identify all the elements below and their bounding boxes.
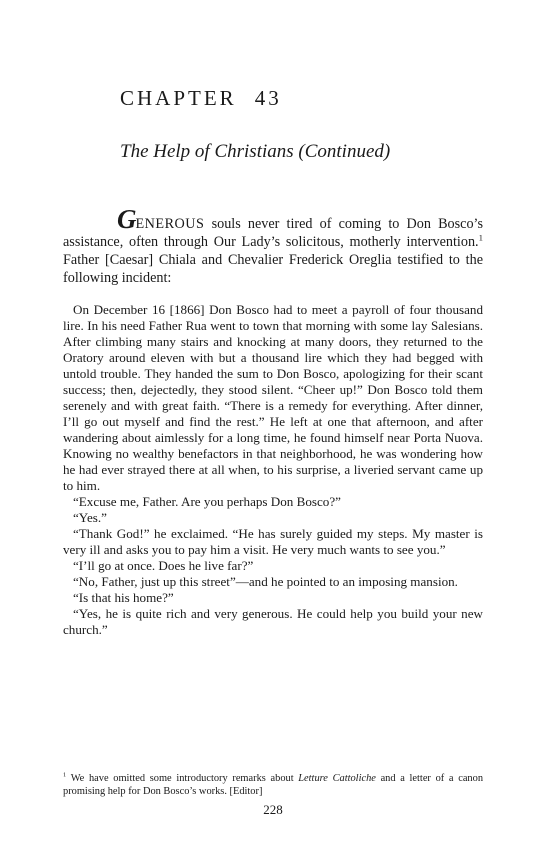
- quote-paragraph: “I’ll go at once. Does he live far?”: [73, 558, 254, 573]
- quote-paragraph: “No, Father, just up this street”—and he pointed to an imposing mansion.: [73, 574, 458, 589]
- chapter-title: The Help of Christians (Continued): [120, 141, 391, 162]
- footnote-text-part-2: and a letter of a canon promising help for Don Bosco’s works. [Editor]: [63, 773, 484, 797]
- chapter-heading: [120, 86, 282, 111]
- quote-paragraph: “Is that his home?”: [73, 590, 174, 605]
- footnote-marker: 1: [63, 771, 67, 779]
- quote-paragraph: “Thank God!” he exclaimed. “He has surely guided my steps. My master is very ill and asks you to pay him a visit. He very much wants to see you.”: [63, 526, 483, 557]
- intro-lead-word: ENEROUS: [135, 216, 205, 232]
- intro-paragraph: [63, 204, 483, 287]
- quoted-testimony: [63, 302, 483, 638]
- quote-paragraph: “Yes.”: [73, 510, 107, 525]
- quote-paragraph: “Excuse me, Father. Are you perhaps Don Bosco?”: [73, 494, 341, 509]
- footnote-reference: 1: [478, 232, 483, 243]
- page-number: 228: [263, 802, 283, 817]
- intro-text-part-1: souls never tired of coming to Don Bosco’s assistance, often through Our Lady’s solicitous, motherly intervention.: [63, 216, 483, 250]
- drop-cap: G: [117, 204, 136, 234]
- footnote: [63, 772, 483, 798]
- footnote-italic-title: Letture Cattoliche: [298, 773, 376, 784]
- chapter-label: CHAPTER: [120, 86, 237, 110]
- quote-paragraph: “Yes, he is quite rich and very generous. He could help you build your new church.”: [63, 606, 483, 637]
- quote-paragraph: On December 16 [1866] Don Bosco had to meet a payroll of four thousand lire. In his need Father Rua went to town that morning with some lay Salesians. After climbing many stairs and knocking at many doors, they returned to the Oratory around eleven with but a thousand lire which they had begged with untold trouble. They handed the sum to Don Bosco, apologizing for their scant success; then, dejectedly, they stood silent. “Cheer up!” Don Bosco told them serenely and with great faith. “There is a remedy for everything. After dinner, I’ll go out myself and find the rest.” He left at one that afternoon, and after wandering about aimlessly for a long time, he found himself near Porta Nuova. Knowing no wealthy benefactors in that neighborhood, he was wondering how he had ever strayed there at all when, to his surprise, a liveried servant came up to him.: [63, 302, 483, 493]
- chapter-number: 43: [254, 86, 282, 110]
- footnote-text-part-1: We have omitted some introductory remarks about: [66, 773, 299, 784]
- intro-text-part-2: Father [Caesar] Chiala and Chevalier Frederick Oreglia testified to the following incident:: [63, 252, 483, 286]
